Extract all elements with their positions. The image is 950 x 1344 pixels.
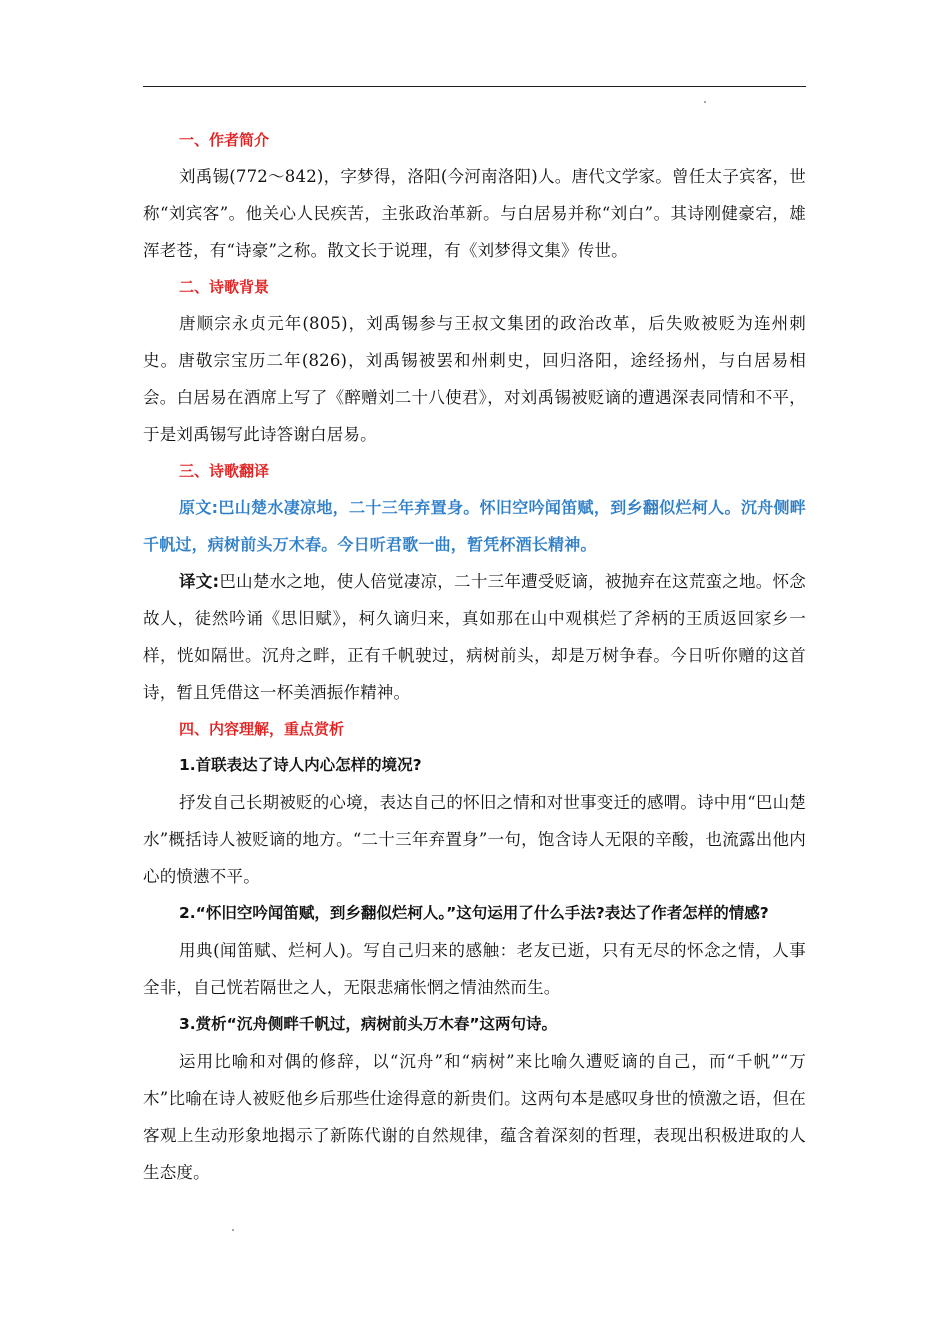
heading-analysis: 四、内容理解，重点赏析 xyxy=(179,720,345,738)
translated-label: 译文: xyxy=(179,572,220,591)
footer-dot-mark xyxy=(232,1229,234,1231)
translated-paragraph xyxy=(143,563,806,711)
answer-3: 运用比喻和对偶的修辞，以“沉舟”和“病树”来比喻久遭贬谪的自己，而“千帆”“万木”比喻在诗人被贬他乡后那些仕途得意的新贵们。这两句本是感叹身世的愤激之语，但在客观上生动形象地揭示了新陈代谢的自然规律，蕴含着深刻的哲理，表现出积极进取的人生态度。 xyxy=(143,1052,806,1182)
question-3: 3.赏析“沉舟侧畔千帆过，病树前头万木春”这两句诗。 xyxy=(179,1015,558,1033)
header-dot-mark xyxy=(704,101,706,103)
background-paragraph: 唐顺宗永贞元年(805)，刘禹锡参与王叔文集团的政治改革，后失败被贬为连州刺史。唐敬宗宝历二年(826)，刘禹锡被罢和州刺史，回归洛阳，途经扬州，与白居易相会。白居易在酒席上写了《醉赠刘二十八使君》，对刘禹锡被贬谪的遭遇深表同情和不平，于是刘禹锡写此诗答谢白居易。 xyxy=(143,314,806,444)
heading-translation: 三、诗歌翻译 xyxy=(179,462,270,480)
heading-background: 二、诗歌背景 xyxy=(179,278,270,296)
question-2: 2.“怀旧空吟闻笛赋，到乡翻似烂柯人。”这句运用了什么手法?表达了作者怎样的情感? xyxy=(179,904,769,922)
answer-2: 用典(闻笛赋、烂柯人)。写自己归来的感触：老友已逝，只有无尽的怀念之情，人事全非，自己恍若隔世之人，无限悲痛怅惘之情油然而生。 xyxy=(143,941,806,997)
original-poem: 原文:巴山楚水凄凉地，二十三年弃置身。怀旧空吟闻笛赋，到乡翻似烂柯人。沉舟侧畔千帆过，病树前头万木春。今日听君歌一曲，暂凭杯酒长精神。 xyxy=(143,498,806,554)
header-rule xyxy=(143,86,806,87)
translated-text: 巴山楚水之地，使人倍觉凄凉，二十三年遭受贬谪，被抛弃在这荒蛮之地。怀念故人，徒然吟诵《思旧赋》，柯久谪归来，真如那在山中观棋烂了斧柄的王质返回家乡一样，恍如隔世。沉舟之畔，正有千帆驶过，病树前头，却是万树争春。今日听你赠的这首诗，暂且凭借这一杯美酒振作精神。 xyxy=(143,572,807,702)
answer-1: 抒发自己长期被贬的心境，表达自己的怀旧之情和对世事变迁的感喟。诗中用“巴山楚水”概括诗人被贬谪的地方。“二十三年弃置身”一句，饱含诗人无限的辛酸，也流露出他内心的愤懑不平。 xyxy=(143,793,806,886)
document-body xyxy=(143,122,806,1191)
heading-author: 一、作者简介 xyxy=(179,131,270,149)
question-1: 1.首联表达了诗人内心怎样的境况? xyxy=(179,756,422,774)
author-paragraph: 刘禹锡(772～842)，字梦得，洛阳(今河南洛阳)人。唐代文学家。曾任太子宾客，世称“刘宾客”。他关心人民疾苦，主张政治革新。与白居易并称“刘白”。其诗刚健豪宕，雄浑老苍，有“诗豪”之称。散文长于说理，有《刘梦得文集》传世。 xyxy=(143,167,806,260)
